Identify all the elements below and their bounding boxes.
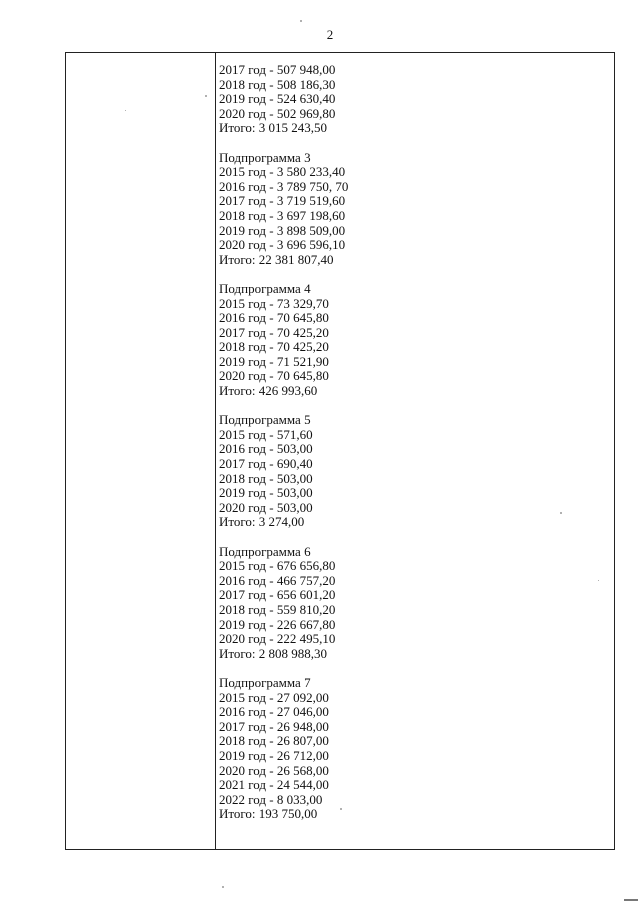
scan-speck: [300, 20, 302, 22]
year-line: 2018 год - 508 186,30: [219, 76, 336, 92]
year-line: 2017 год - 690,40: [219, 456, 313, 472]
year-line: 2015 год - 27 092,00: [219, 689, 329, 705]
year-line: 2020 год - 70 645,80: [219, 368, 329, 384]
year-line: 2016 год - 27 046,00: [219, 704, 329, 720]
year-line: 2018 год - 70 425,20: [219, 339, 329, 355]
year-line: 2019 год - 503,00: [219, 485, 313, 501]
total-line: Итого: 2 808 988,30: [219, 645, 328, 661]
year-line: 2017 год - 70 425,20: [219, 324, 329, 340]
year-line: 2020 год - 26 568,00: [219, 762, 329, 778]
year-line: 2017 год - 507 948,00: [219, 62, 336, 77]
subprogram-title: Подпрограмма 5: [219, 412, 311, 428]
total-line: Итого: 3 274,00: [219, 514, 305, 530]
subprogram-title: Подпрограмма 4: [219, 280, 311, 296]
first-block: [219, 63, 599, 136]
year-line: 2016 год - 503,00: [219, 441, 313, 457]
subprogram-5-block: [219, 413, 599, 530]
year-line: 2017 год - 26 948,00: [219, 718, 329, 734]
total-line: Итого: 22 381 807,40: [219, 251, 334, 267]
scan-speck: [125, 110, 126, 111]
column-divider: [215, 53, 216, 849]
subprogram-title: Подпрограмма 3: [219, 149, 311, 165]
scan-speck: [560, 512, 562, 514]
scan-speck: [340, 808, 342, 810]
year-line: 2017 год - 656 601,20: [219, 587, 336, 603]
year-line: 2018 год - 559 810,20: [219, 601, 336, 617]
year-line: 2018 год - 503,00: [219, 470, 313, 486]
year-line: 2015 год - 571,60: [219, 426, 313, 442]
year-line: 2019 год - 524 630,40: [219, 91, 336, 107]
total-line: Итого: 3 015 243,50: [219, 120, 328, 136]
total-line: Итого: 193 750,00: [219, 806, 318, 822]
total-line: Итого: 426 993,60: [219, 383, 318, 399]
year-line: 2022 год - 8 033,00: [219, 791, 323, 807]
scan-edge-mark: [624, 899, 638, 901]
year-line: 2019 год - 3 898 509,00: [219, 222, 346, 238]
year-line: 2015 год - 73 329,70: [219, 295, 329, 311]
year-line: 2019 год - 26 712,00: [219, 747, 329, 763]
subprogram-title: Подпрограмма 7: [219, 674, 311, 690]
year-line: 2016 год - 70 645,80: [219, 310, 329, 326]
scan-speck: [222, 886, 224, 888]
year-line: 2020 год - 502 969,80: [219, 105, 336, 121]
year-line: 2016 год - 466 757,20: [219, 572, 336, 588]
year-line: 2015 год - 3 580 233,40: [219, 164, 346, 180]
subprogram-4-block: [219, 282, 599, 399]
table-frame: [65, 52, 615, 850]
subprogram-3-block: [219, 151, 599, 268]
table-right-cell: [219, 63, 599, 836]
year-line: 2020 год - 222 495,10: [219, 631, 336, 647]
year-line: 2020 год - 3 696 596,10: [219, 237, 346, 253]
year-line: 2016 год - 3 789 750, 70: [219, 178, 349, 194]
year-line: 2017 год - 3 719 519,60: [219, 193, 346, 209]
page-number: 2: [326, 27, 334, 42]
year-line: 2018 год - 26 807,00: [219, 733, 329, 749]
year-line: 2021 год - 24 544,00: [219, 777, 329, 793]
subprogram-title: Подпрограмма 6: [219, 543, 311, 559]
year-line: 2018 год - 3 697 198,60: [219, 207, 346, 223]
subprogram-7-block: [219, 676, 599, 822]
scan-speck: [598, 580, 599, 581]
year-line: 2015 год - 676 656,80: [219, 558, 336, 574]
year-line: 2019 год - 71 521,90: [219, 353, 329, 369]
year-line: 2020 год - 503,00: [219, 499, 313, 515]
subprogram-6-block: [219, 545, 599, 662]
scan-speck: [205, 95, 207, 97]
year-line: 2019 год - 226 667,80: [219, 616, 336, 632]
